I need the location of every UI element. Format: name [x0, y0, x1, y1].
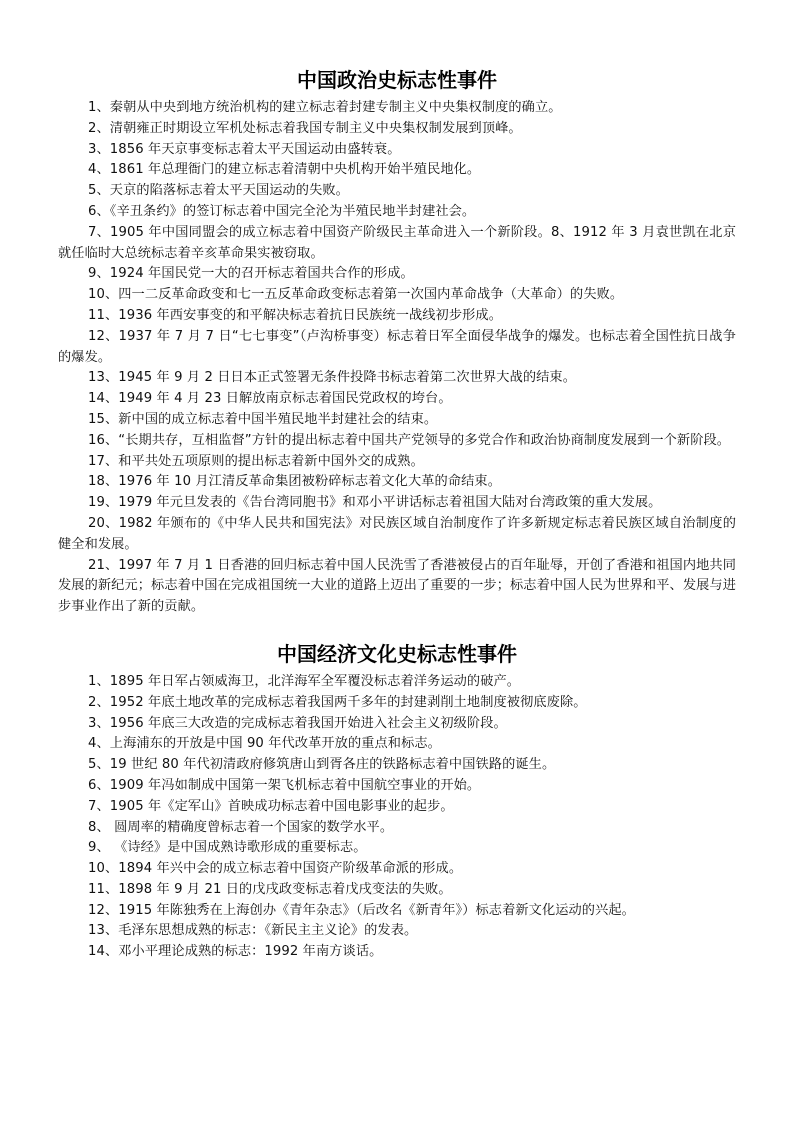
- list-item: 7、1905 年中国同盟会的成立标志着中国资产阶级民主革命进入一个新阶段。8、1912 年 3 月袁世凯在北京就任临时大总统标志着辛亥革命果实被窃取。: [58, 224, 736, 261]
- list-item: 12、1915 年陈独秀在上海创办《青年杂志》（后改名《新青年》）标志着新文化运动的兴起。: [88, 902, 635, 918]
- list-item: 19、1979 年元旦发表的《告台湾同胞书》和邓小平讲话标志着祖国大陆对台湾政策的重大发展。: [88, 495, 662, 511]
- section-title-political: 中国政治史标志性事件: [297, 68, 497, 92]
- list-item: 20、1982 年颁布的《中华人民共和国宪法》对民族区域自治制度作了许多新规定标志着民族区域自治制度的健全和发展。: [58, 515, 736, 552]
- list-item: 16、“长期共存，互相监督”方针的提出标志着中国共产党领导的多党合作和政治协商制度发展到一个新阶段。: [88, 432, 731, 448]
- list-item: 10、1894 年兴中会的成立标志着中国资产阶级革命派的形成。: [88, 861, 463, 877]
- list-item: 4、上海浦东的开放是中国 90 年代改革开放的重点和标志。: [88, 736, 441, 752]
- list-item: 13、1945 年 9 月 2 日日本正式签署无条件投降书标志着第二次世界大战的结束。: [88, 370, 577, 386]
- list-item: 3、1856 年天京事变标志着太平天国运动由盛转衰。: [88, 141, 401, 157]
- political-events-list: [58, 98, 736, 618]
- list-item: 7、1905 年《定军山》首映成功标志着中国电影事业的起步。: [88, 798, 454, 814]
- list-item: 6、《辛丑条约》的签订标志着中国完全沦为半殖民地半封建社会。: [88, 203, 476, 219]
- list-item: 18、1976 年 10 月江清反革命集团被粉碎标志着文化大革的命结束。: [88, 474, 501, 490]
- list-item: 12、1937 年 7 月 7 日“七七事变”（卢沟桥事变）标志着日军全面侵华战争的爆发。也标志着全国性抗日战争的爆发。: [58, 328, 736, 365]
- list-item: 11、1936 年西安事变的和平解决标志着抗日民族统一战线初步形成。: [88, 307, 502, 323]
- list-item: 9、 《诗经》是中国成熟诗歌形成的重要标志。: [88, 840, 367, 856]
- list-item: 4、1861 年总理衙门的建立标志着清朝中央机构开始半殖民地化。: [88, 162, 481, 178]
- section-title-economic-cultural: 中国经济文化史标志性事件: [277, 641, 517, 666]
- list-item: 17、和平共处五项原则的提出标志着新中国外交的成熟。: [88, 453, 424, 469]
- list-item: 14、1949 年 4 月 23 日解放南京标志着国民党政权的垮台。: [88, 391, 452, 407]
- list-item: 9、1924 年国民党一大的召开标志着国共合作的形成。: [88, 266, 414, 282]
- list-item: 2、1952 年底土地改革的完成标志着我国两千多年的封建剥削土地制度被彻底废除。: [88, 694, 587, 710]
- list-item: 21、1997 年 7 月 1 日香港的回归标志着中国人民洗雪了香港被侵占的百年耻辱，开创了香港和祖国内地共同发展的新纪元；标志着中国在完成祖国统一大业的道路上迈出了重要的一步；标志着中国人民为世界和平、发展与进步事业作出了新的贡献。: [58, 557, 736, 615]
- list-item: 2、清朝雍正时期设立军机处标志着我国专制主义中央集权制发展到顶峰。: [88, 120, 522, 136]
- list-item: 1、秦朝从中央到地方统治机构的建立标志着封建专制主义中央集权制度的确立。: [88, 100, 562, 115]
- list-item: 5、19 世纪 80 年代初清政府修筑唐山到胥各庄的铁路标志着中国铁路的诞生。: [88, 757, 556, 773]
- list-item: 5、天京的陷落标志着太平天国运动的失败。: [88, 183, 349, 199]
- list-item: 11、1898 年 9 月 21 日的戊戌政变标志着戊戌变法的失败。: [88, 881, 452, 897]
- list-item: 6、1909 年冯如制成中国第一架飞机标志着中国航空事业的开始。: [88, 777, 481, 793]
- list-item: 15、新中国的成立标志着中国半殖民地半封建社会的结束。: [88, 411, 438, 427]
- list-item: 13、毛泽东思想成熟的标志：《新民主主义论》的发表。: [88, 923, 418, 939]
- list-item: 14、邓小平理论成熟的标志：1992 年南方谈话。: [88, 944, 383, 960]
- list-item: 10、四一二反革命政变和七一五反革命政变标志着第一次国内革命战争（大革命）的失败。: [88, 287, 624, 303]
- list-item: 8、 圆周率的精确度曾标志着一个国家的数学水平。: [88, 819, 394, 835]
- economic-cultural-events-list: [58, 672, 736, 963]
- list-item: 1、1895 年日军占领威海卫，北洋海军全军覆没标志着洋务运动的破产。: [88, 673, 521, 689]
- list-item: 3、1956 年底三大改造的完成标志着我国开始进入社会主义初级阶段。: [88, 715, 507, 731]
